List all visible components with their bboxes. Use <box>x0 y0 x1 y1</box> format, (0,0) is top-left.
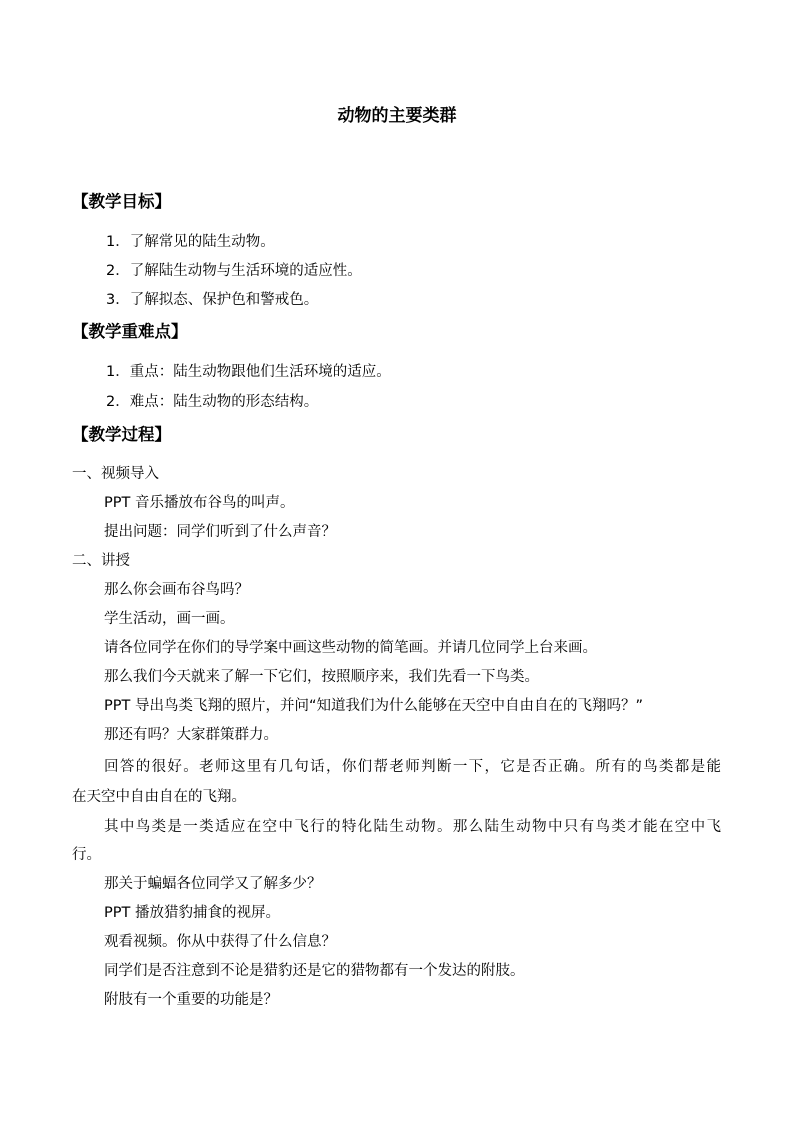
process-part-2-line-6: 那还有吗？大家群策群力。 <box>104 727 278 743</box>
process-part-2-paragraph-1-line-2: 在天空中自由自在的飞翔。 <box>72 789 246 805</box>
process-part-2-paragraph-2-line-2: 行。 <box>72 847 101 863</box>
process-part-2-line-2: 学生活动，画一画。 <box>104 611 235 627</box>
process-part-1-heading: 一、视频导入 <box>72 466 159 482</box>
goal-item-3: 3．了解拟态、保护色和警戒色。 <box>106 292 319 308</box>
document-title: 动物的主要类群 <box>337 106 457 126</box>
key-point-item-1: 1．重点：陆生动物跟他们生活环境的适应。 <box>106 364 391 380</box>
process-part-2-line-3: 请各位同学在你们的导学案中画这些动物的简笔画。并请几位同学上台来画。 <box>104 640 597 656</box>
section-heading-key-points: 【教学重难点】 <box>72 322 188 341</box>
process-part-2-line-1: 那么你会画布谷鸟吗？ <box>104 582 249 598</box>
process-part-2-line-4: 那么我们今天就来了解一下它们，按照顺序来，我们先看一下鸟类。 <box>104 669 539 685</box>
process-part-2-after-line-1: 那关于蝙蝠各位同学又了解多少？ <box>104 876 322 892</box>
key-point-item-2: 2．难点：陆生动物的形态结构。 <box>106 394 319 410</box>
process-part-2-after-line-4: 同学们是否注意到不论是猎豹还是它的猎物都有一个发达的附肢。 <box>104 963 525 979</box>
section-heading-process: 【教学过程】 <box>72 425 171 444</box>
process-part-2-after-line-5: 附肢有一个重要的功能是？ <box>104 992 278 1008</box>
process-part-2-after-line-3: 观看视频。你从中获得了什么信息？ <box>104 934 336 950</box>
process-part-2-after-line-2: PPT 播放猎豹捕食的视屏。 <box>104 905 280 921</box>
process-part-2-paragraph-1-line-1: 回答的很好。老师这里有几句话，你们帮老师判断一下，它是否正确。所有的鸟类都是能 <box>104 759 721 775</box>
goal-item-1: 1．了解常见的陆生动物。 <box>106 234 275 250</box>
process-part-1-line-1: PPT 音乐播放布谷鸟的叫声。 <box>104 495 295 511</box>
section-heading-goals: 【教学目标】 <box>72 192 171 211</box>
process-part-1-line-2: 提出问题：同学们听到了什么声音？ <box>104 524 336 540</box>
process-part-2-paragraph-2-line-1: 其中鸟类是一类适应在空中飞行的特化陆生动物。那么陆生动物中只有鸟类才能在空中飞 <box>104 819 721 835</box>
process-part-2-line-5: PPT 导出鸟类飞翔的照片，并问“知道我们为什么能够在天空中自由自在的飞翔吗？” <box>104 698 643 714</box>
process-part-2-heading: 二、讲授 <box>72 553 130 569</box>
goal-item-2: 2．了解陆生动物与生活环境的适应性。 <box>106 263 362 279</box>
